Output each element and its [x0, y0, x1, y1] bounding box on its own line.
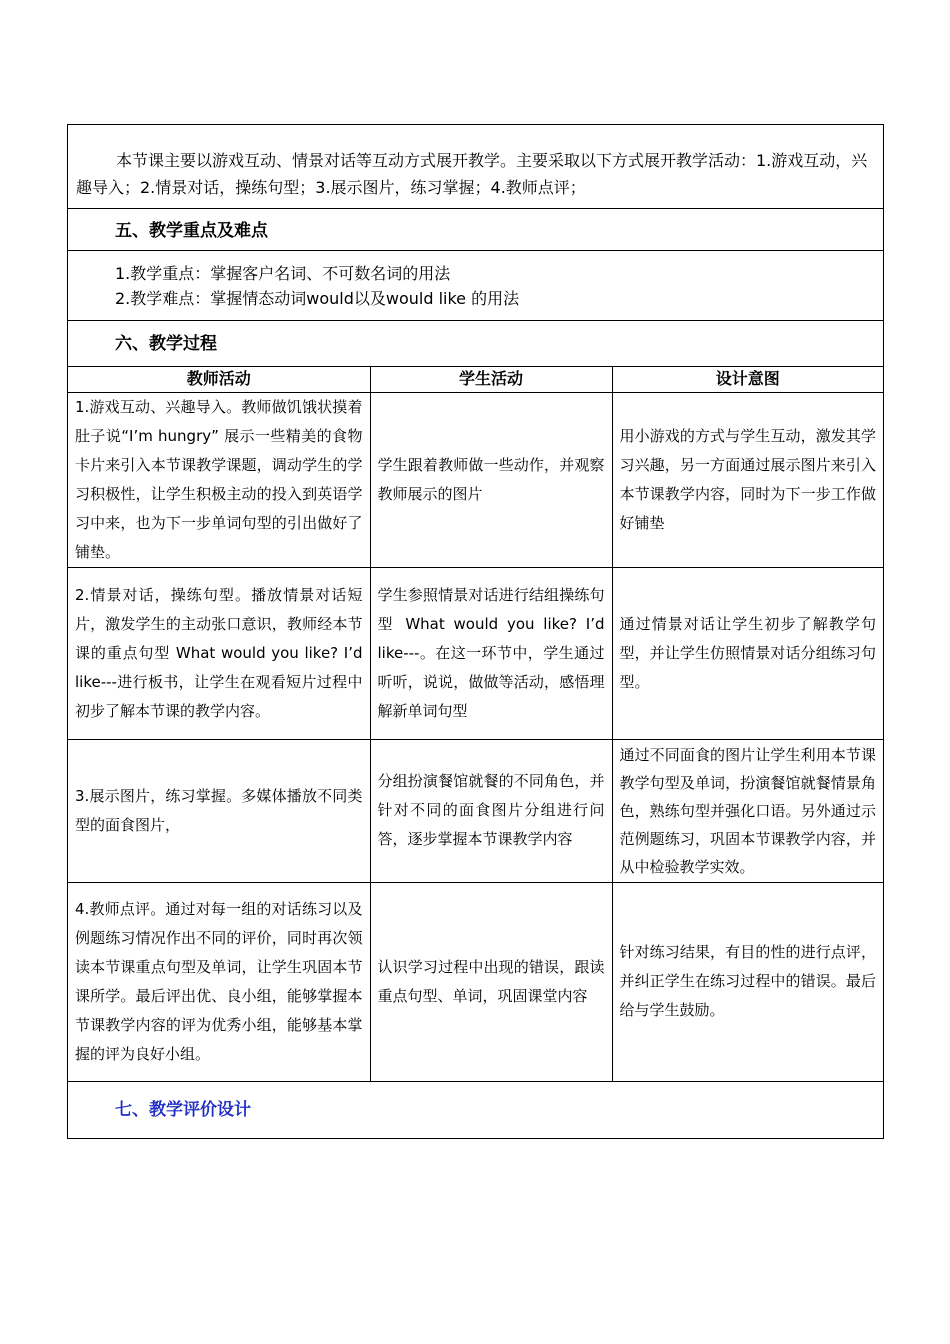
section-seven-heading: 七、教学评价设计 — [115, 1100, 251, 1120]
header-design-intent: 设计意图 — [612, 367, 883, 392]
teacher-activity-cell: 3.展示图片，练习掌握。多媒体播放不同类型的面食图片， — [68, 739, 370, 882]
design-intent-cell: 用小游戏的方式与学生互动，激发其学习兴趣，另一方面通过展示图片来引入本节课教学内容，同时为下一步工作做好铺垫 — [612, 392, 883, 567]
table-row — [68, 882, 883, 1081]
key-point-text: 1.教学重点：掌握客户名词、不可数名词的用法 — [115, 264, 451, 283]
table-row — [68, 739, 883, 882]
student-activity-cell: 分组扮演餐馆就餐的不同角色，并针对不同的面食图片分组进行问答，逐步掌握本节课教学内容 — [370, 739, 612, 882]
header-student-activity: 学生活动 — [370, 367, 612, 392]
process-table-wrapper — [68, 367, 883, 1082]
design-intent-cell: 通过情景对话让学生初步了解教学句型，并让学生仿照情景对话分组练习句型。 — [612, 567, 883, 739]
student-activity-cell: 认识学习过程中出现的错误，跟读重点句型、单词，巩固课堂内容 — [370, 882, 612, 1081]
design-intent-cell: 针对练习结果，有目的性的进行点评，并纠正学生在练习过程中的错误。最后给与学生鼓励。 — [619, 943, 876, 1020]
teacher-activity-cell: 2.情景对话，操练句型。播放情景对话短片，激发学生的主动张口意识，教师经本节课的重点句型 What would you like? I’d like---进行板书，让学生在观看短片过程中初步了解本节课的教学内容。 — [68, 567, 370, 739]
student-activity-cell: 学生跟着教师做一些动作，并观察教师展示的图片 — [370, 392, 612, 567]
header-teacher-activity: 教师活动 — [68, 367, 370, 392]
section-five-heading: 五、教学重点及难点 — [68, 209, 883, 251]
design-intent-cell: 通过不同面食的图片让学生利用本节课教学句型及单词，扮演餐馆就餐情景角色，熟练句型并强化口语。另外通过示范例题练习，巩固本节课教学内容，并从中检验教学实效。 — [612, 739, 883, 882]
difficulty-text: 2.教学难点：掌握情态动词would以及would like 的用法 — [115, 289, 520, 308]
student-activity-cell: 学生参照情景对话进行结组操练句型 What would you like? I’d like---。在这一环节中，学生通过听听，说说，做做等活动，感悟理解新单词句型 — [370, 567, 612, 739]
table-row — [68, 567, 883, 739]
key-points-block — [68, 251, 883, 321]
intro-text: 本节课主要以游戏互动、情景对话等互动方式展开教学。主要采取以下方式展开教学活动：1.游戏互动，兴趣导入；2.情景对话，操练句型；3.展示图片，练习掌握；4.教师点评； — [76, 151, 868, 197]
lesson-plan-table — [67, 124, 884, 1139]
teacher-activity-cell: 1.游戏互动、兴趣导入。教师做饥饿状摸着肚子说“I’m hungry” 展示一些精美的食物卡片来引入本节课教学课题，调动学生的学习积极性，让学生积极主动的投入到英语学习中来，也为下一步单词句型的引出做好了铺垫。 — [68, 392, 370, 567]
section-six-heading: 六、教学过程 — [68, 321, 883, 367]
teacher-activity-cell: 4.教师点评。通过对每一组的对话练习以及例题练习情况作出不同的评价，同时再次领读本节课重点句型及单词，让学生巩固本节课所学。最后评出优、良小组，能够掌握本节课教学内容的评为优秀小组，能够基本掌握的评为良好小组。 — [68, 882, 370, 1081]
teaching-method-paragraph — [68, 125, 883, 209]
teaching-process-table — [68, 367, 883, 1081]
table-row — [68, 392, 883, 567]
table-header-row — [68, 367, 883, 392]
